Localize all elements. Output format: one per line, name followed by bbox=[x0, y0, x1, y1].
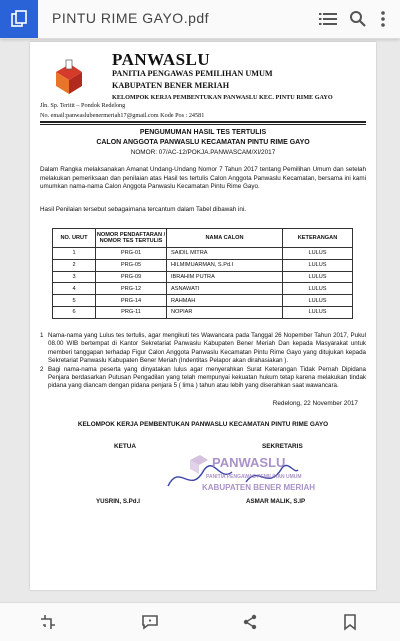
cell-reg: PRG-11 bbox=[96, 306, 167, 318]
more-options-button[interactable] bbox=[376, 9, 390, 29]
document-title: PINTU RIME GAYO.pdf bbox=[52, 10, 210, 26]
cell-reg: PRG-05 bbox=[96, 259, 167, 271]
org-name: PANWASLU bbox=[112, 50, 211, 69]
header-rule bbox=[40, 121, 366, 123]
note-item: 2 Bagi nama-nama peserta yang dinyatakan lulus agar menyerahkan Surat Keterangan Tidak Pernah Dipidana Penjara berdasarkan Putusan Pengadilan yang telah mempunyai kekuatan hukum tetap karena melakukan tindak pidana yang diancam dengan pidana penjara 5 ( lima ) tahun atau lebih yang diserahkan saat wawancara. bbox=[40, 365, 366, 390]
bottom-toolbar bbox=[0, 602, 400, 641]
bookmark-icon bbox=[344, 614, 356, 630]
share-icon bbox=[242, 614, 258, 630]
comment-icon bbox=[141, 614, 159, 630]
table-row bbox=[53, 283, 353, 295]
table-row bbox=[53, 248, 353, 260]
cell-status: LULUS bbox=[283, 271, 353, 283]
note-2-text: Bagi nama-nama peserta yang dinyatakan lulus agar menyerahkan Surat Keterangan Tidak Pernah Dipidana Penjara berdasarkan Putusan Pengadilan yang telah mempunyai kekuatan hukum tetap karena melakukan tindak pidana yang diancam dengan pidana penjara 5 ( lima ) tahun atau lebih yang diserahkan saat wawancara. bbox=[48, 365, 366, 390]
contact-line: No. email:panwaslubenermeriah17@gmail.com Kode Pos : 24581 bbox=[40, 112, 205, 119]
cell-name: HILMIMUARMAN, S.Pd.I bbox=[167, 259, 283, 271]
crop-button[interactable] bbox=[38, 612, 58, 632]
col-header-status: KETERANGAN bbox=[283, 229, 353, 248]
table-row bbox=[53, 306, 353, 318]
cell-no: 2 bbox=[53, 259, 96, 271]
stamp-line-2: PANITIA PENGAWAS PEMILIHAN UMUM bbox=[206, 474, 302, 480]
cell-reg: PRG-12 bbox=[96, 283, 167, 295]
header-rule-thin bbox=[40, 124, 366, 125]
cell-no: 6 bbox=[53, 306, 96, 318]
crop-icon bbox=[40, 614, 56, 630]
cell-status: LULUS bbox=[283, 248, 353, 260]
cell-name: IBRAHIM PUTRA bbox=[167, 271, 283, 283]
more-vert-icon bbox=[381, 11, 385, 27]
org-line-4: KELOMPOK KERJA PEMBENTUKAN PANWASLU KEC. PINTU RIME GAYO bbox=[112, 94, 333, 101]
search-button[interactable] bbox=[348, 9, 368, 29]
app-menu-button[interactable] bbox=[0, 0, 38, 38]
cell-no: 4 bbox=[53, 283, 96, 295]
col-header-no: NO. URUT bbox=[53, 229, 96, 248]
ketua-name: YUSRIN, S.Pd.I bbox=[96, 498, 141, 505]
note-1-text: Nama-nama yang Lulus tes tertulis, agar mengikuti tes Wawancara pada Tanggal 26 Nopember Tahun 2017, Pukul 08.00 WIB bertempat di Kantor Sekretariat Panwaslu Kabupaten Bener Meriah Dan kepada Masyarakat untuk memberi tanggapan terhadap Figur Calon Anggota Panwaslu Kecamatan Pintu Rime Gayo yang ditujukan kepada Sekretariat Panwaslu Kabupaten Bener Meriah (Indentitas Pelapor akan dirahasiakan ). bbox=[48, 332, 366, 365]
table-row bbox=[53, 259, 353, 271]
cell-reg: PRG-14 bbox=[96, 295, 167, 307]
list-button[interactable] bbox=[318, 9, 338, 29]
cell-status: LULUS bbox=[283, 283, 353, 295]
search-icon bbox=[349, 10, 367, 28]
footer-org: KELOMPOK KERJA PEMBENTUKAN PANWASLU KECAMATAN PINTU RIME GAYO bbox=[77, 421, 329, 428]
address-line: Jln. Sp. Teritit – Pondok Redelong bbox=[40, 102, 126, 109]
cell-no: 3 bbox=[53, 271, 96, 283]
stamp-title: PANWASLU bbox=[212, 455, 286, 470]
intro-paragraph: Dalam Rangka melaksanakan Amanat Undang-Undang Nomor 7 Tahun 2017 tentang Pemilihan Umum dan setelah melakukan pemeriksaan dan penilaian atas Hasil tes tertulis Calon Anggota Panwaslu Kecamatan, bersama ini kami umumkan nama-nama Calon Anggota Panwaslu Kecamatan Pintu Rime Gayo. bbox=[40, 166, 366, 191]
pdf-page bbox=[30, 42, 376, 590]
sekretaris-name: ASMAR MALIK, S.IP bbox=[246, 498, 306, 505]
results-table bbox=[52, 228, 353, 319]
panwaslu-logo bbox=[52, 58, 86, 96]
doc-title: PENGUMUMAN HASIL TES TERTULIS bbox=[139, 129, 267, 136]
cell-no: 1 bbox=[53, 248, 96, 260]
table-intro: Hasil Penilaian tersebut sebagaimana tercantum dalam Tabel dibawah ini. bbox=[40, 206, 247, 213]
list-icon bbox=[319, 12, 337, 26]
share-button[interactable] bbox=[240, 612, 260, 632]
org-line-2: PANITIA PENGAWAS PEMILIHAN UMUM bbox=[112, 69, 273, 78]
table-row bbox=[53, 295, 353, 307]
bookmark-button[interactable] bbox=[340, 612, 360, 632]
place-date: Redelong, 22 November 2017 bbox=[272, 400, 358, 407]
table-row bbox=[53, 271, 353, 283]
doc-subtitle: CALON ANGGOTA PANWASLU KECAMATAN PINTU RIME GAYO bbox=[96, 139, 310, 146]
sekretaris-label: SEKRETARIS bbox=[262, 443, 303, 450]
cell-name: ASNAWATI bbox=[167, 283, 283, 295]
cell-no: 5 bbox=[53, 295, 96, 307]
org-line-3: KABUPATEN BENER MERIAH bbox=[112, 81, 230, 90]
col-header-name: NAMA CALON bbox=[167, 229, 283, 248]
document-icon bbox=[10, 10, 28, 28]
stamp-line-3: KABUPATEN BENER MERIAH bbox=[202, 483, 316, 492]
table-header-row bbox=[53, 229, 353, 248]
comment-button[interactable] bbox=[140, 612, 160, 632]
col-header-reg: NOMOR PENDAFTARAN / NOMOR TES TERTULIS bbox=[96, 229, 167, 248]
cell-status: LULUS bbox=[283, 295, 353, 307]
cell-name: SAIDIL MITRA bbox=[167, 248, 283, 260]
cell-reg: PRG-09 bbox=[96, 271, 167, 283]
note-item: 1 Nama-nama yang Lulus tes tertulis, agar mengikuti tes Wawancara pada Tanggal 26 Nopember Tahun 2017, Pukul 08.00 WIB bertempat di Kantor Sekretariat Panwaslu Kabupaten Bener Meriah Dan kepada Masyarakat untuk memberi tanggapan terhadap Figur Calon Anggota Panwaslu Kecamatan Pintu Rime Gayo yang ditujukan kepada Sekretariat Panwaslu Kabupaten Bener Meriah (Indentitas Pelapor akan dirahasiakan ). bbox=[40, 332, 366, 365]
official-stamp bbox=[160, 452, 316, 498]
cell-status: LULUS bbox=[283, 306, 353, 318]
cell-name: NOPIAR bbox=[167, 306, 283, 318]
notes-list bbox=[40, 332, 366, 391]
app-toolbar bbox=[0, 0, 400, 39]
doc-number: NOMOR: 07/AC-12/POKJA.PANWASCAM/XI/2017 bbox=[130, 149, 276, 156]
cell-reg: PRG-01 bbox=[96, 248, 167, 260]
ketua-label: KETUA bbox=[114, 443, 137, 450]
cell-name: RAHMAH bbox=[167, 295, 283, 307]
cell-status: LULUS bbox=[283, 259, 353, 271]
